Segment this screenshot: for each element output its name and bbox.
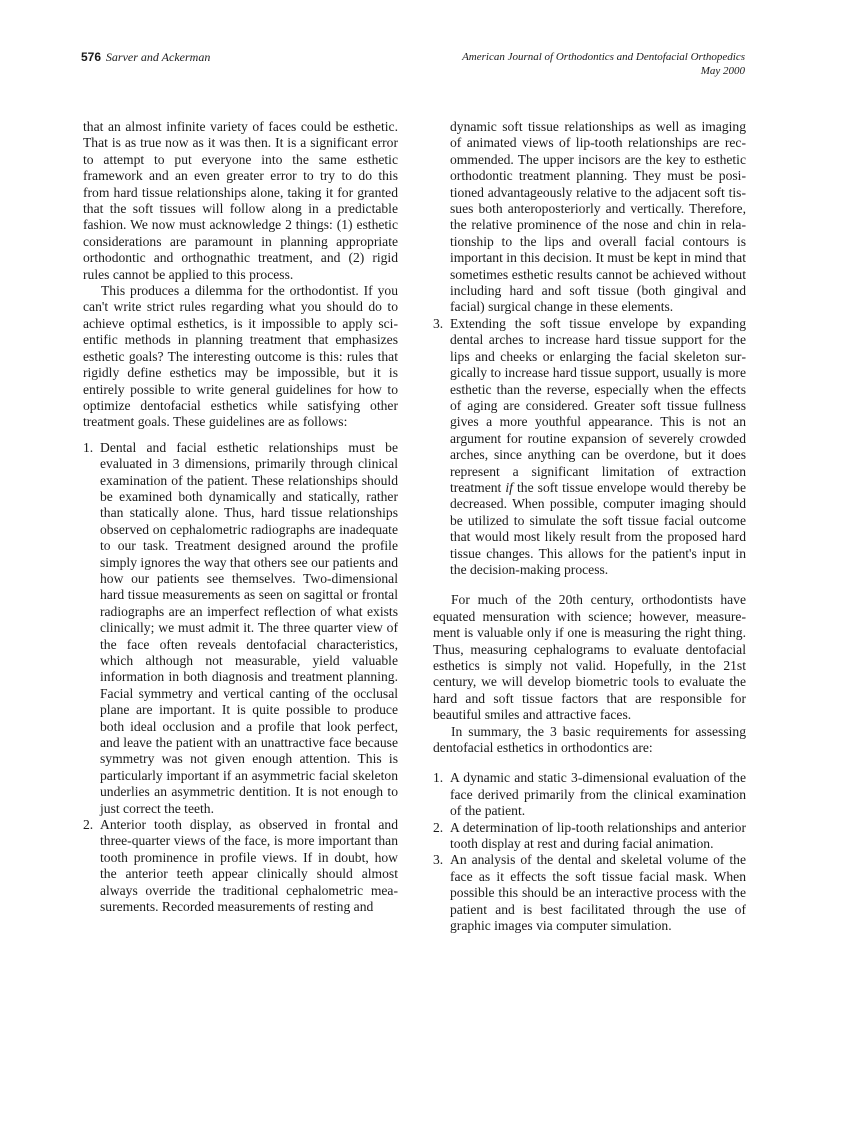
left-column bbox=[83, 119, 398, 916]
requirement-item bbox=[433, 770, 746, 819]
emphasis-text: if bbox=[505, 479, 513, 495]
guideline-item bbox=[83, 817, 398, 915]
guideline-text: dynamic soft tissue relationships as well as imaging of animated views of lip-tooth relationships are recommended. The upper incisors are the key to esthetic orthodontic treatment planning. They must be positioned advantageously relative to the adjacent soft tissues both anteroposteriorly and vertically. Therefore, the relative prominence of the nose and chin in relationship to the lips and overall facial contours is important in this decision. It must be kept in mind that sometimes esthetic results cannot be achieved without including hard and soft tissue (both gingival and facial) surgical change in these elements. bbox=[450, 119, 746, 315]
right-column bbox=[433, 119, 746, 935]
list-number: 2. bbox=[433, 819, 444, 835]
guideline-item bbox=[433, 316, 746, 579]
issue-date: May 2000 bbox=[700, 65, 745, 77]
running-header-right bbox=[462, 50, 745, 78]
requirement-item bbox=[433, 820, 746, 853]
guidelines-list bbox=[83, 440, 398, 916]
body-paragraph: In summary, the 3 basic requirements for assessing dentofacial esthetics in orthodontics are: bbox=[433, 723, 746, 756]
running-header-left bbox=[81, 50, 210, 65]
body-paragraph: For much of the 20th century, orthodontists have equated mensuration with science; however, measurement is valuable only if one is measuring the right thing. Thus, measuring cephalograms to evaluate dentofacial esthetics is simply not valid. Hopefully, in the 21st century, we will develop biometric tools to evaluate the hard and soft tissue factors that are responsible for beautiful smiles and attractive faces. bbox=[433, 592, 746, 723]
list-number: 2. bbox=[83, 817, 94, 833]
requirement-text: A dynamic and static 3-dimensional evaluation of the face derived primarily from the clinical examination of the patient. bbox=[450, 770, 746, 819]
guidelines-list-continued bbox=[433, 119, 746, 578]
spacer bbox=[433, 756, 746, 770]
journal-title: American Journal of Orthodontics and Dentofacial Orthopedics bbox=[462, 51, 745, 63]
requirement-text: A determination of lip-tooth relationships and anterior tooth display at rest and during facial animation. bbox=[450, 819, 746, 852]
list-number: 1. bbox=[433, 770, 444, 786]
page-number: 576 bbox=[81, 50, 102, 64]
running-header-authors: Sarver and Ackerman bbox=[105, 50, 211, 64]
list-number: 3. bbox=[433, 852, 444, 868]
body-paragraph: This produces a dilemma for the orthodontist. If you can't write strict rules regarding what you should do to achieve optimal esthetics, is it impossible to apply scientific methods in planning treatment that emphasizes esthetic goals? The interesting outcome is this: rules that rigidly define esthetics may be impossible, but it is entirely possible to write general guidelines for how to optimize dentofacial esthetics while satisfying other treatment goals. These guidelines are as follows: bbox=[83, 283, 398, 430]
spacer bbox=[83, 431, 398, 440]
requirements-list bbox=[433, 770, 746, 934]
guideline-text: Extending the soft tissue envelope by expanding dental arches to increase hard tissue support for the lips and cheeks or enlarging the facial skeleton surgically to increase hard tissue support, usually is more esthetic than the reverse, especially when the effects of aging are considered. Greater soft tissue fullness gives a more youthful appearance. This is not an argument for routine expansion of severely crowded arches, since anything can be overdone, but it does represent a significant limitation of extraction treatment bbox=[450, 315, 746, 495]
guideline-text: Dental and facial esthetic relationships must be evaluated in 3 dimensions, primarily through clinical examination of the patient. These relationships should be examined both dynamically and statically, rather than statically alone. Thus, hard tissue relationships observed on cephalometric radiographs are inadequate to our task. Treatment designed around the profile simply ignores the way that others see our patients and how our patients see themselves. Two-dimensional hard tissue measurements as seen on sagittal or frontal radiographs are an imperfect reflection of what exists clinically; we must admit it. The three quarter view of the face often reveals dentofacial characteristics, which although not measurable, yield valuable information in both diagnosis and treatment planning. Facial symmetry and vertical canting of the occlusal plane are important. It is quite possible to produce both ideal occlusion and a profile that look perfect, and leave the patient with an unattractive face because symmetry was not given enough attention. This is particularly important if an asymmetric facial skeleton underlies an asymmetric dentition. It is not enough to just correct the teeth. bbox=[100, 439, 398, 816]
requirement-text: An analysis of the dental and skeletal volume of the face as it effects the soft tissue facial mask. When possible this should be an interactive process with the patient and is best facilitated through the use of graphic images via computer simulation. bbox=[450, 852, 746, 934]
guideline-text: the soft tissue envelope would thereby be decreased. When possible, computer imaging should be utilized to simulate the soft tissue facial outcome that would most likely result from the proposed hard tissue changes. This allows for the patient's input in the decision-making process. bbox=[450, 479, 746, 577]
spacer bbox=[433, 578, 746, 592]
guideline-item-continued bbox=[433, 119, 746, 316]
guideline-item bbox=[83, 440, 398, 817]
list-number: 1. bbox=[83, 439, 94, 455]
requirement-item bbox=[433, 852, 746, 934]
body-paragraph: that an almost infinite variety of faces could be esthetic. That is as true now as it was then. It is a significant error to attempt to put everyone into the same esthetic framework and an even greater error to try to do this from hard tissue relationships alone, taking it for granted that the soft tissues will follow along in a predictable fashion. We now must acknowledge 2 things: (1) esthetic considerations are paramount in planning appropriate orthodontic and orthognathic treatment, and (2) rigid rules cannot be applied to this process. bbox=[83, 119, 398, 282]
guideline-text: Anterior tooth display, as observed in frontal and three-quarter views of the face, is more important than tooth prominence in profile views. If in doubt, how the anterior teeth appear clinically should almost always override the traditional cephalometric measurements. Recorded measurements of resting and bbox=[100, 817, 398, 915]
list-number: 3. bbox=[433, 315, 444, 331]
